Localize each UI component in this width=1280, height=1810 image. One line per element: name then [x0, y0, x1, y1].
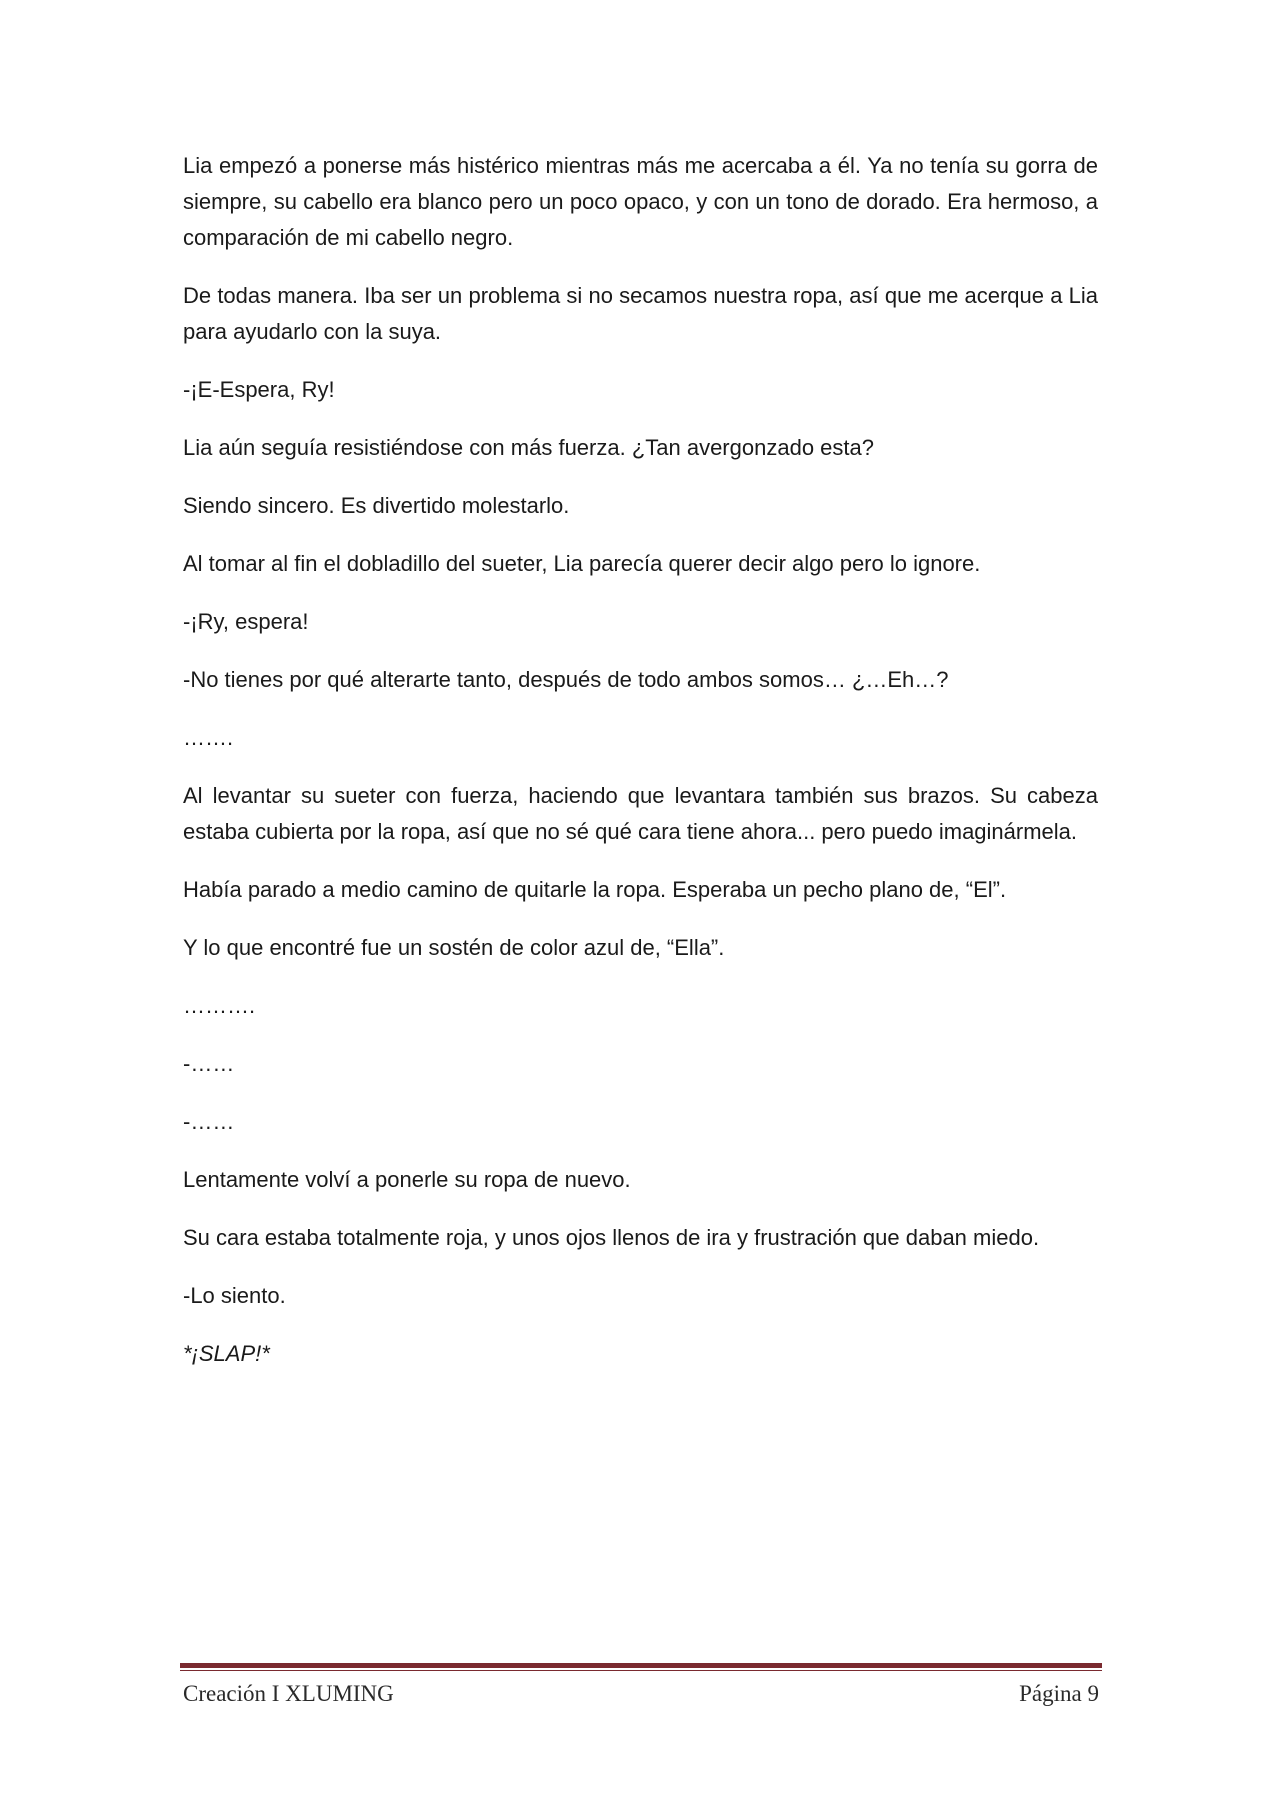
footer-credit: Creación I XLUMING	[183, 1681, 394, 1706]
paragraph: -Lo siento.	[183, 1283, 286, 1308]
paragraph: …….	[183, 725, 234, 750]
paragraph: Lentamente volví a ponerle su ropa de nuevo.	[183, 1167, 631, 1192]
paragraph: Su cara estaba totalmente roja, y unos ojos llenos de ira y frustración que daban miedo.	[183, 1225, 1040, 1250]
paragraph: -……	[183, 1051, 235, 1076]
paragraph: Y lo que encontré fue un sostén de color azul de, “Ella”.	[183, 935, 725, 960]
footer-row	[180, 1681, 1102, 1707]
paragraph: ……….	[183, 993, 256, 1018]
footer-rule-thin	[180, 1670, 1102, 1671]
footer-rule-thick	[180, 1663, 1102, 1668]
paragraph: Al tomar al fin el dobladillo del sueter, Lia parecía querer decir algo pero lo ignore.	[183, 551, 981, 576]
paragraph: -¡Ry, espera!	[183, 609, 309, 634]
paragraph: Lia aún seguía resistiéndose con más fuerza. ¿Tan avergonzado esta?	[183, 435, 874, 460]
paragraph: De todas manera. Iba ser un problema si no secamos nuestra ropa, así que me acerque a Lia para ayudarlo con la suya.	[183, 283, 1098, 344]
body-text	[183, 148, 1098, 1394]
paragraph: -No tienes por qué alterarte tanto, después de todo ambos somos… ¿…Eh…?	[183, 667, 949, 692]
paragraph: Había parado a medio camino de quitarle la ropa. Esperaba un pecho plano de, “El”.	[183, 877, 1007, 902]
paragraph: Lia empezó a ponerse más histérico mientras más me acercaba a él. Ya no tenía su gorra de siempre, su cabello era blanco pero un poco opaco, y con un tono de dorado. Era hermoso, a comparación de mi cabello negro.	[183, 153, 1098, 250]
paragraph: Siendo sincero. Es divertido molestarlo.	[183, 493, 570, 518]
page-footer	[180, 1663, 1102, 1707]
sound-effect-paragraph: *¡SLAP!*	[183, 1341, 270, 1366]
page-number: Página 9	[1019, 1681, 1099, 1706]
paragraph: -……	[183, 1109, 235, 1134]
paragraph: -¡E-Espera, Ry!	[183, 377, 335, 402]
paragraph: Al levantar su sueter con fuerza, haciendo que levantara también sus brazos. Su cabeza estaba cubierta por la ropa, así que no sé qué cara tiene ahora... pero puedo imaginármela.	[183, 783, 1098, 844]
